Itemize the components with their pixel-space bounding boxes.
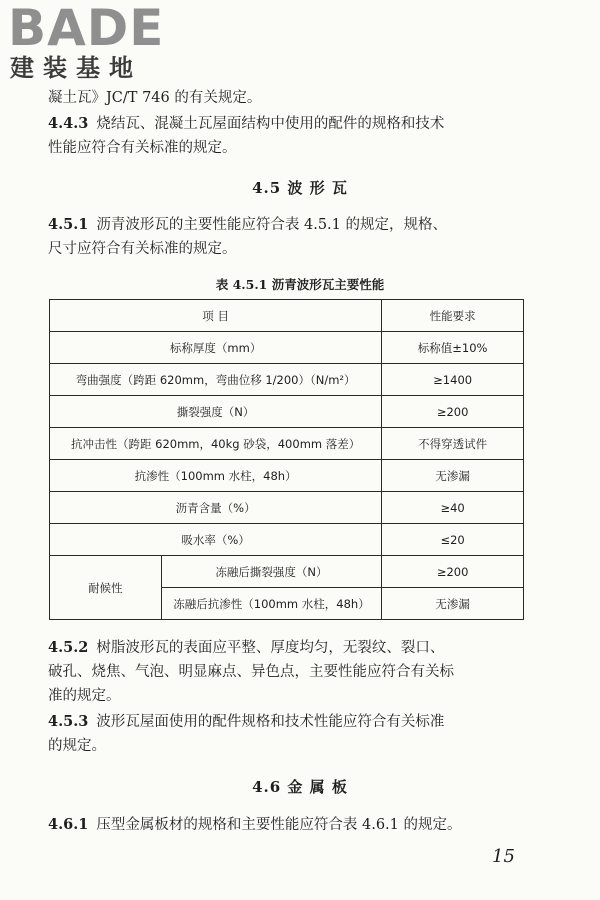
row-item: 沥青含量（%）	[50, 492, 382, 524]
header-item: 项 目	[50, 300, 382, 332]
table-row	[50, 396, 524, 428]
row-item: 冻融后撕裂强度（N）	[161, 556, 382, 588]
row-item: 吸水率（%）	[50, 524, 382, 556]
clause-number: 4.6.1	[48, 816, 89, 833]
table-row	[50, 460, 524, 492]
row-requirement: ≤20	[382, 524, 524, 556]
table-row	[50, 364, 524, 396]
row-item: 抗冲击性（跨距 620mm，40kg 砂袋，400mm 落差）	[50, 428, 382, 460]
clause-number: 4.5.3	[48, 713, 89, 730]
group-label-weathering: 耐候性	[50, 556, 162, 620]
continued-paragraph: 凝土瓦》JC/T 746 的有关规定。	[48, 90, 262, 106]
clause-text: 的规定。	[48, 738, 106, 754]
row-item: 抗渗性（100mm 水柱，48h）	[50, 460, 382, 492]
row-requirement: 无渗漏	[382, 460, 524, 492]
clause-text: 尺寸应符合有关标准的规定。	[48, 241, 237, 257]
clause-text: 性能应符合有关标准的规定。	[48, 140, 237, 156]
clause-number: 4.5.2	[48, 639, 89, 656]
table-header-row	[50, 300, 524, 332]
clause-text: 沥青波形瓦的主要性能应符合表 4.5.1 的规定，规格、	[96, 217, 447, 233]
header-requirement: 性能要求	[382, 300, 524, 332]
table-row	[50, 556, 524, 588]
row-item: 标称厚度（mm）	[50, 332, 382, 364]
clause-text: 压型金属板材的规格和主要性能应符合表 4.6.1 的规定。	[96, 817, 462, 833]
table-row	[50, 332, 524, 364]
clause-4-6-1	[48, 813, 540, 837]
spec-table	[49, 299, 524, 620]
page-number: 15	[492, 846, 515, 867]
table-row	[50, 492, 524, 524]
table-row	[50, 428, 524, 460]
row-requirement: 不得穿透试件	[382, 428, 524, 460]
logo-latin-text: BADE	[8, 0, 165, 57]
clause-4-4-3	[48, 112, 540, 160]
row-item: 弯曲强度（跨距 620mm，弯曲位移 1/200）（N/m²）	[50, 364, 382, 396]
section-heading-4-5: 4.5 波 形 瓦	[252, 179, 348, 197]
row-requirement: ≥200	[382, 396, 524, 428]
row-requirement: 标称值±10%	[382, 332, 524, 364]
section-heading-4-6: 4.6 金 属 板	[252, 778, 348, 796]
clause-text: 准的规定。	[48, 688, 121, 704]
clause-4-5-1	[48, 213, 540, 261]
clause-text: 破孔、烧焦、气泡、明显麻点、异色点，主要性能应符合有关标	[48, 664, 454, 680]
row-item: 冻融后抗渗性（100mm 水柱，48h）	[161, 588, 382, 620]
row-item: 撕裂强度（N）	[50, 396, 382, 428]
table-caption: 表 4.5.1 沥青波形瓦主要性能	[215, 277, 385, 292]
clause-4-5-3	[48, 710, 540, 758]
bade-logo	[6, 0, 178, 84]
clause-number: 4.5.1	[48, 216, 89, 233]
clause-text: 波形瓦屋面使用的配件规格和技术性能应符合有关标准	[96, 714, 445, 730]
row-requirement: ≥40	[382, 492, 524, 524]
row-requirement: ≥1400	[382, 364, 524, 396]
table-row	[50, 524, 524, 556]
row-requirement: 无渗漏	[382, 588, 524, 620]
clause-number: 4.4.3	[48, 115, 89, 132]
clause-text: 烧结瓦、混凝土瓦屋面结构中使用的配件的规格和技术	[96, 116, 445, 132]
clause-4-5-2	[48, 636, 540, 708]
clause-text: 树脂波形瓦的表面应平整、厚度均匀，无裂纹、裂口、	[96, 640, 445, 656]
row-requirement: ≥200	[382, 556, 524, 588]
logo-cjk-text: 建装基地	[10, 54, 142, 82]
